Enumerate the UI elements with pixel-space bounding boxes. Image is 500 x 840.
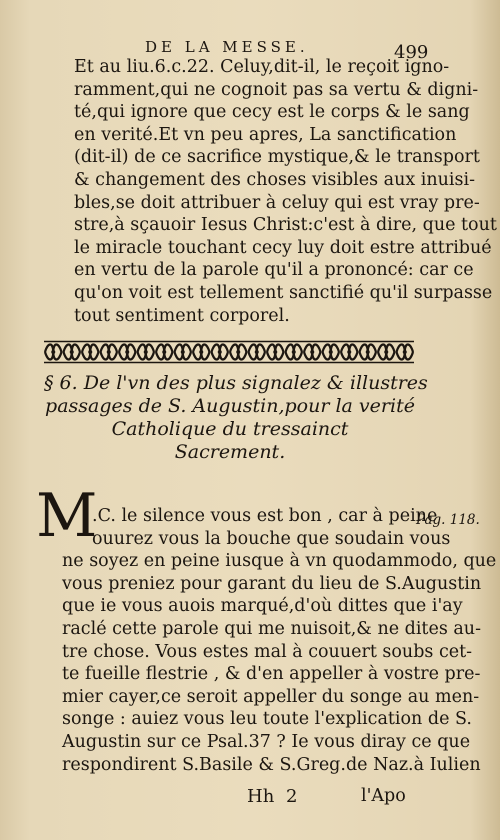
text-line: te fueille flestrie , & d'en appeller à vostre pre- [62, 664, 481, 685]
heading-line: Sacrement. [174, 441, 286, 463]
text-line: tre chose. Vous estes mal à couuert soubs cet- [62, 641, 473, 662]
text-line: ne soyez en peine iusque à vn quodammodo, que [62, 551, 497, 572]
text-line: que ie vous auois marqué,d'où dittes que i'ay [62, 596, 463, 617]
heading-line: passages de S. Augustin,pour la verité [45, 395, 415, 417]
text-line: Augustin sur ce Psal.37 ? Ie vous diray ce que [62, 731, 471, 752]
heading-line: § 6. De l'vn des plus signalez & illustres [44, 372, 428, 394]
text-line: Et au liu.6.c.22. Celuy,dit-il, le reçoit igno- [74, 57, 450, 77]
text-line: & changement des choses visibles aux inuisi- [74, 169, 476, 190]
text-line: en verité.Et vn peu apres, La sanctification [74, 124, 457, 145]
text-line: mier cayer,ce seroit appeller du songe au men- [62, 686, 480, 707]
text-line: (dit-il) de ce sacrifice mystique,& le transport [74, 147, 480, 168]
paragraph-1 [74, 56, 497, 327]
text-line: bles,se doit attribuer à celuy qui est vray pre- [74, 192, 480, 213]
text-line: .C. le silence vous est bon , car à peine [92, 506, 438, 526]
text-line: qu'on voit est tellement sanctifié qu'il surpasse [74, 282, 493, 303]
text-line: respondirent S.Basile & S.Greg.de Naz.à Iulien [62, 754, 481, 775]
running-title: DE LA MESSE. [145, 38, 309, 56]
text-line: raclé cette parole qui me nuisoit,& ne dites au- [62, 618, 481, 639]
signature-mark: Hh 2 [247, 786, 298, 807]
section-heading [40, 372, 428, 464]
text-line: le miracle touchant cecy luy doit estre attribué [74, 237, 492, 258]
text-line: ramment,qui ne cognoit pas sa vertu & digni- [74, 79, 479, 100]
text-line: songe : auiez vous leu toute l'explication de S. [62, 709, 472, 730]
drop-cap: M [36, 481, 98, 551]
heading-line: Catholique du tressainct [111, 418, 349, 440]
catchword: l'Apo [361, 786, 406, 806]
text-line: stre,à sçauoir Iesus Christ:c'est à dire, que tout [74, 215, 497, 236]
printers-ornament-band [44, 339, 414, 365]
page-number: 499 [394, 42, 429, 63]
text-line: té,qui ignore que cecy est le corps & le sang [74, 102, 470, 123]
text-line: ouurez vous la bouche que soudain vous [92, 528, 451, 549]
text-line: vous preniez pour garant du lieu de S.Augustin [62, 573, 482, 594]
margin-note: Pag. 118. [416, 512, 480, 528]
text-line: tout sentiment corporel. [74, 305, 290, 326]
text-line: en vertu de la parole qu'il a prononcé: car ce [74, 260, 474, 281]
